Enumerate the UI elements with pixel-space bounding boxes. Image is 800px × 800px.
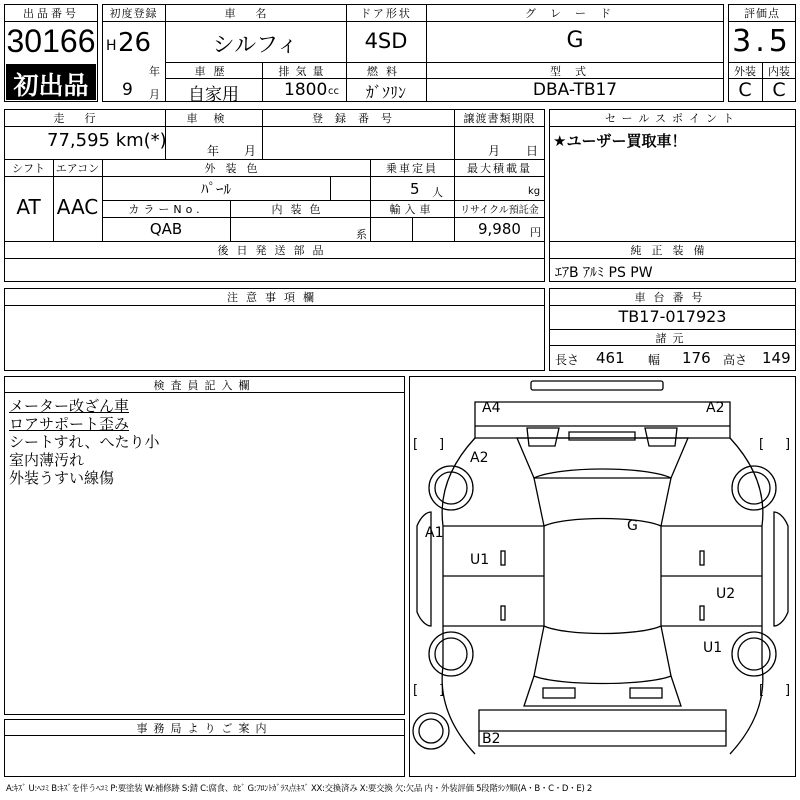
ac: AAC	[56, 195, 99, 219]
displacement-label: 排気量	[278, 65, 330, 78]
fuel-label: 燃料	[367, 65, 405, 78]
recycle-unit: 円	[530, 226, 541, 239]
capacity: 5	[410, 180, 420, 198]
first-listing-text: 初出品	[13, 71, 89, 100]
damage-mark-a1: A1	[425, 525, 444, 541]
damage-mark-a4: A4	[482, 400, 501, 416]
damage-mark-u1-left: U1	[470, 552, 490, 568]
specs-label: 諸元	[655, 332, 690, 345]
ext-color-label: 外装色	[204, 162, 268, 175]
later-parts-label: 後日発送部品	[217, 244, 332, 257]
svg-text:]: ]	[439, 683, 445, 698]
capacity-label: 乗車定員	[386, 162, 438, 175]
svg-text:[: [	[759, 437, 765, 452]
height-label: 高さ	[723, 353, 748, 367]
inspection-label: 車検	[186, 112, 241, 125]
door-type: 4SD	[364, 29, 408, 53]
notes-label: 注意事項欄	[227, 291, 322, 304]
history-label: 車歴	[194, 65, 233, 78]
svg-text:[: [	[759, 683, 765, 698]
load-unit: kg	[528, 186, 541, 197]
inspector-label: 検査員記入欄	[153, 379, 256, 392]
import-label: 輸入車	[389, 203, 435, 216]
sales-point-text: ★ユーザー買取車！	[553, 132, 687, 150]
recycle-fee: 9,980	[478, 220, 521, 238]
model-label: 型式	[550, 65, 600, 78]
svg-text:]: ]	[785, 437, 791, 452]
month-unit: 月	[149, 88, 160, 101]
svg-text:]: ]	[439, 437, 445, 452]
damage-mark-a2-front: A2	[706, 400, 725, 416]
transfer-day-unit: 日	[526, 144, 539, 158]
inspector-line-2: ロアサポート歪み	[9, 415, 130, 433]
damage-mark-g: G	[627, 518, 638, 534]
inspection-month-unit: 月	[244, 144, 257, 158]
exterior-grade: C	[738, 79, 752, 101]
fuel: ｶﾞｿﾘﾝ	[365, 83, 406, 102]
displacement-unit: cc	[328, 86, 339, 97]
height: 149	[762, 349, 791, 367]
grade: G	[566, 28, 584, 53]
damage-mark-u1-right: U1	[703, 640, 723, 656]
load-label: 最大積載量	[467, 162, 532, 175]
month: 9	[122, 80, 133, 100]
color-no: QAB	[149, 220, 183, 238]
reg-no-label: 登録番号	[312, 112, 404, 125]
width-label: 幅	[648, 353, 661, 367]
history: 自家用	[188, 85, 239, 105]
sales-point-label: セールスポイント	[604, 112, 740, 125]
grade-label: グレード	[525, 7, 625, 20]
model: DBA-TB17	[532, 80, 618, 100]
sales-point-box	[549, 109, 796, 242]
inspector-line-3: シートすれ、へたり小	[9, 433, 160, 451]
office-label: 事務局よりご案内	[136, 722, 273, 735]
displacement: 1800	[284, 80, 328, 100]
shift: AT	[16, 195, 41, 219]
inspector-line-5: 外装うすい線傷	[9, 469, 115, 487]
damage-mark-u2: U2	[716, 586, 736, 602]
equipment-label: 純正装備	[630, 244, 715, 257]
era: H	[106, 38, 117, 54]
inspection-year-unit: 年	[207, 144, 220, 158]
ext-color: ﾊﾟｰﾙ	[200, 180, 231, 198]
int-color-unit: 系	[356, 228, 367, 241]
mileage: 77,595 km(*)	[47, 130, 167, 151]
svg-text:]: ]	[785, 683, 791, 698]
width: 176	[682, 349, 711, 367]
shift-label: シフト	[12, 162, 45, 175]
door-label: ドア形状	[360, 7, 412, 20]
length-label: 長さ	[555, 353, 580, 367]
color-no-label: カラーNo.	[128, 203, 204, 216]
svg-text:[: [	[413, 683, 419, 698]
chassis-label: 車台番号	[634, 291, 711, 304]
transfer-label: 譲渡書類期限	[463, 112, 536, 125]
car-name: シルフィ	[212, 33, 299, 58]
capacity-unit: 人	[432, 186, 443, 199]
first-reg-label: 初度登録	[109, 7, 158, 20]
damage-mark-a2-left: A2	[470, 450, 489, 466]
transfer-month-unit: 月	[488, 144, 501, 158]
lot-number: 30166	[6, 23, 96, 59]
car-name-label: 車名	[224, 7, 287, 20]
year-unit: 年	[149, 65, 160, 78]
interior-grade: C	[772, 79, 786, 101]
damage-mark-b2: B2	[482, 731, 501, 747]
score: 3.5	[732, 24, 792, 59]
ac-label: エアコン	[55, 162, 100, 175]
length: 461	[596, 349, 625, 367]
lot-label: 出品番号	[23, 7, 79, 20]
score-label: 評価点	[744, 7, 780, 20]
legend: A:ｷｽﾞ U:ﾍｺﾐ B:ｷｽﾞを伴うﾍｺﾐ P:要塗装 W:補修跡 S:錆 C:腐食、ｶﾋﾞ G:ﾌﾛﾝﾄｶﾞﾗｽ点ｷｽﾞ XX:交換済み X:要交換 欠:欠品 内・外装評価 5段階ﾗﾝｸ順(A・B・C・D・E) 2	[6, 784, 592, 794]
mileage-label: 走行	[53, 112, 116, 125]
inspector-line-4: 室内薄汚れ	[9, 451, 85, 469]
interior-label: 内装	[768, 65, 790, 78]
exterior-label: 外装	[734, 65, 756, 78]
int-color-label: 内装色	[271, 203, 329, 216]
chassis-number: TB17-017923	[618, 307, 727, 326]
car-diagram	[409, 376, 796, 777]
svg-text:[: [	[413, 437, 419, 452]
year: 26	[118, 28, 152, 58]
inspector-line-1: メーター改ざん車	[9, 397, 130, 415]
recycle-label: リサイクル預託金	[460, 205, 539, 216]
equipment-text: ｴｱB ｱﾙﾐ PS PW	[555, 265, 653, 281]
